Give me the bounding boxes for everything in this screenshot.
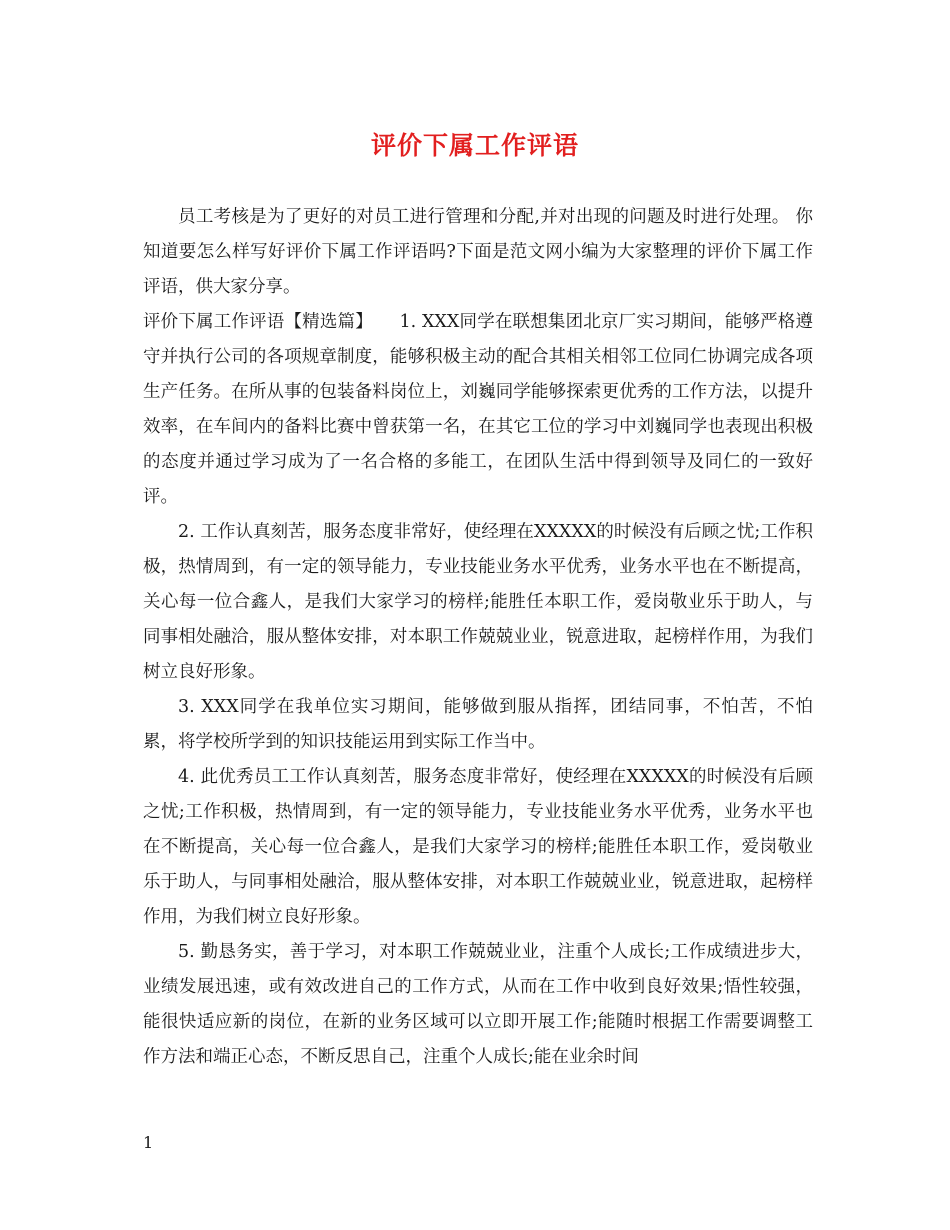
document-title: 评价下属工作评语: [370, 131, 579, 160]
intro-paragraph: 员工考核是为了更好的对员工进行管理和分配,并对出现的问题及时进行处理。 你知道要怎么样写好评价下属工作评语吗?下面是范文网小编为大家整理的评价下属工作评语，供大家分享。: [143, 207, 813, 297]
paragraph-item-1: 评价下属工作评语【精选篇】 1. XXX同学在联想集团北京厂实习期间，能够严格遵守并执行公司的各项规章制度，能够积极主动的配合其相关相邻工位同仁协调完成各项生产任务。在所从事的包装备料岗位上，刘巍同学能够探索更优秀的工作方法，以提升效率，在车间内的备料比赛中曾获第一名，在其它工位的学习中刘巍同学也表现出积极的态度并通过学习成为了一名合格的多能工，在团队生活中得到领导及同仁的一致好评。: [143, 312, 813, 507]
page-number: 1: [143, 1133, 154, 1152]
document-body: [143, 200, 813, 1075]
paragraph-item-3: 3. XXX同学在我单位实习期间，能够做到服从指挥，团结同事，不怕苦，不怕累，将学校所学到的知识技能运用到实际工作当中。: [143, 697, 813, 752]
paragraph-item-2: 2. 工作认真刻苦，服务态度非常好，使经理在XXXXX的时候没有后顾之忧;工作积极，热情周到，有一定的领导能力，专业技能业务水平优秀，业务水平也在不断提高，关心每一位合鑫人，是我们大家学习的榜样;能胜任本职工作，爱岗敬业乐于助人，与同事相处融洽，服从整体安排，对本职工作兢兢业业，锐意进取，起榜样作用，为我们树立良好形象。: [143, 522, 813, 682]
paragraph-item-4: 4. 此优秀员工工作认真刻苦，服务态度非常好，使经理在XXXXX的时候没有后顾之忧;工作积极，热情周到，有一定的领导能力，专业技能业务水平优秀，业务水平也在不断提高，关心每一位合鑫人，是我们大家学习的榜样;能胜任本职工作，爱岗敬业乐于助人，与同事相处融洽，服从整体安排，对本职工作兢兢业业，锐意进取，起榜样作用，为我们树立良好形象。: [143, 767, 813, 927]
paragraph-item-5: 5. 勤恳务实，善于学习，对本职工作兢兢业业，注重个人成长;工作成绩进步大，业绩发展迅速，或有效改进自己的工作方式，从而在工作中收到良好效果;悟性较强，能很快适应新的岗位，在新的业务区域可以立即开展工作;能随时根据工作需要调整工作方法和端正心态，不断反思自己，注重个人成长;能在业余时间: [143, 942, 813, 1067]
